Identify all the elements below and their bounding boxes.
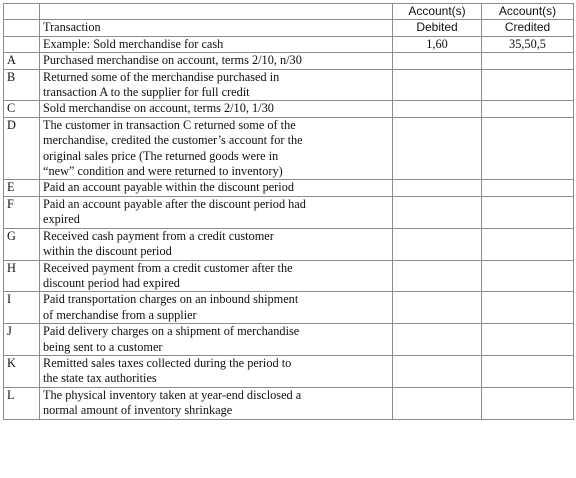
debited-header-top: Account(s): [393, 4, 482, 20]
transaction-letter: D: [4, 117, 40, 180]
debited-account-cell[interactable]: [393, 324, 482, 356]
transaction-description: The customer in transaction C returned some of the merchandise, credited the customer’s account for the original sales price (The returned goods were in “new” condition and were returned to inventory): [40, 117, 393, 180]
credited-account-cell[interactable]: [482, 53, 574, 69]
example-debited[interactable]: 1,60: [393, 36, 482, 52]
header-blank-cell: [40, 4, 393, 20]
transaction-letter: A: [4, 53, 40, 69]
header-blank-cell: [4, 20, 40, 36]
credited-account-cell[interactable]: [482, 101, 574, 117]
table-row: [4, 355, 574, 387]
transactions-table: [3, 3, 574, 420]
debited-account-cell[interactable]: [393, 260, 482, 292]
transaction-description: Paid an account payable within the discount period: [40, 180, 393, 196]
credited-header-top: Account(s): [482, 4, 574, 20]
transaction-description: Paid an account payable after the discount period had expired: [40, 196, 393, 228]
transaction-letter: C: [4, 101, 40, 117]
transaction-letter: F: [4, 196, 40, 228]
table-row: [4, 53, 574, 69]
example-row: [4, 36, 574, 52]
transaction-letter: G: [4, 228, 40, 260]
transaction-letter: K: [4, 355, 40, 387]
credited-account-cell[interactable]: [482, 324, 574, 356]
credited-account-cell[interactable]: [482, 355, 574, 387]
table-row: [4, 117, 574, 180]
debited-account-cell[interactable]: [393, 355, 482, 387]
debited-account-cell[interactable]: [393, 228, 482, 260]
transaction-letter: L: [4, 387, 40, 419]
table-row: [4, 180, 574, 196]
transaction-description: Sold merchandise on account, terms 2/10, 1/30: [40, 101, 393, 117]
table-row: [4, 196, 574, 228]
transaction-description: Paid transportation charges on an inbound shipment of merchandise from a supplier: [40, 292, 393, 324]
transaction-description: Received payment from a credit customer after the discount period had expired: [40, 260, 393, 292]
transaction-description: Paid delivery charges on a shipment of merchandise being sent to a customer: [40, 324, 393, 356]
debited-header-bottom: Debited: [393, 20, 482, 36]
example-description: Example: Sold merchandise for cash: [40, 36, 393, 52]
debited-account-cell[interactable]: [393, 180, 482, 196]
table-row: [4, 324, 574, 356]
debited-account-cell[interactable]: [393, 387, 482, 419]
debited-account-cell[interactable]: [393, 101, 482, 117]
credited-account-cell[interactable]: [482, 228, 574, 260]
debited-account-cell[interactable]: [393, 69, 482, 101]
transaction-description: The physical inventory taken at year-end disclosed a normal amount of inventory shrinkage: [40, 387, 393, 419]
debited-account-cell[interactable]: [393, 53, 482, 69]
transaction-letter: J: [4, 324, 40, 356]
transaction-letter: B: [4, 69, 40, 101]
credited-account-cell[interactable]: [482, 292, 574, 324]
credited-account-cell[interactable]: [482, 387, 574, 419]
transaction-header: Transaction: [40, 20, 393, 36]
transaction-description: Received cash payment from a credit customer within the discount period: [40, 228, 393, 260]
debited-account-cell[interactable]: [393, 117, 482, 180]
transaction-description: Returned some of the merchandise purchased in transaction A to the supplier for full credit: [40, 69, 393, 101]
table-row: [4, 292, 574, 324]
example-credited[interactable]: 35,50,5: [482, 36, 574, 52]
credited-account-cell[interactable]: [482, 196, 574, 228]
table-row: [4, 387, 574, 419]
table-row: [4, 69, 574, 101]
header-row-bottom: [4, 20, 574, 36]
header-row-top: [4, 4, 574, 20]
example-letter-cell: [4, 36, 40, 52]
credited-account-cell[interactable]: [482, 117, 574, 180]
credited-account-cell[interactable]: [482, 260, 574, 292]
header-blank-cell: [4, 4, 40, 20]
table-row: [4, 101, 574, 117]
transaction-description: Purchased merchandise on account, terms 2/10, n/30: [40, 53, 393, 69]
table-row: [4, 228, 574, 260]
debited-account-cell[interactable]: [393, 292, 482, 324]
transaction-description: Remitted sales taxes collected during the period to the state tax authorities: [40, 355, 393, 387]
debited-account-cell[interactable]: [393, 196, 482, 228]
credited-account-cell[interactable]: [482, 69, 574, 101]
credited-header-bottom: Credited: [482, 20, 574, 36]
credited-account-cell[interactable]: [482, 180, 574, 196]
table-row: [4, 260, 574, 292]
transaction-letter: E: [4, 180, 40, 196]
transaction-letter: I: [4, 292, 40, 324]
transaction-letter: H: [4, 260, 40, 292]
